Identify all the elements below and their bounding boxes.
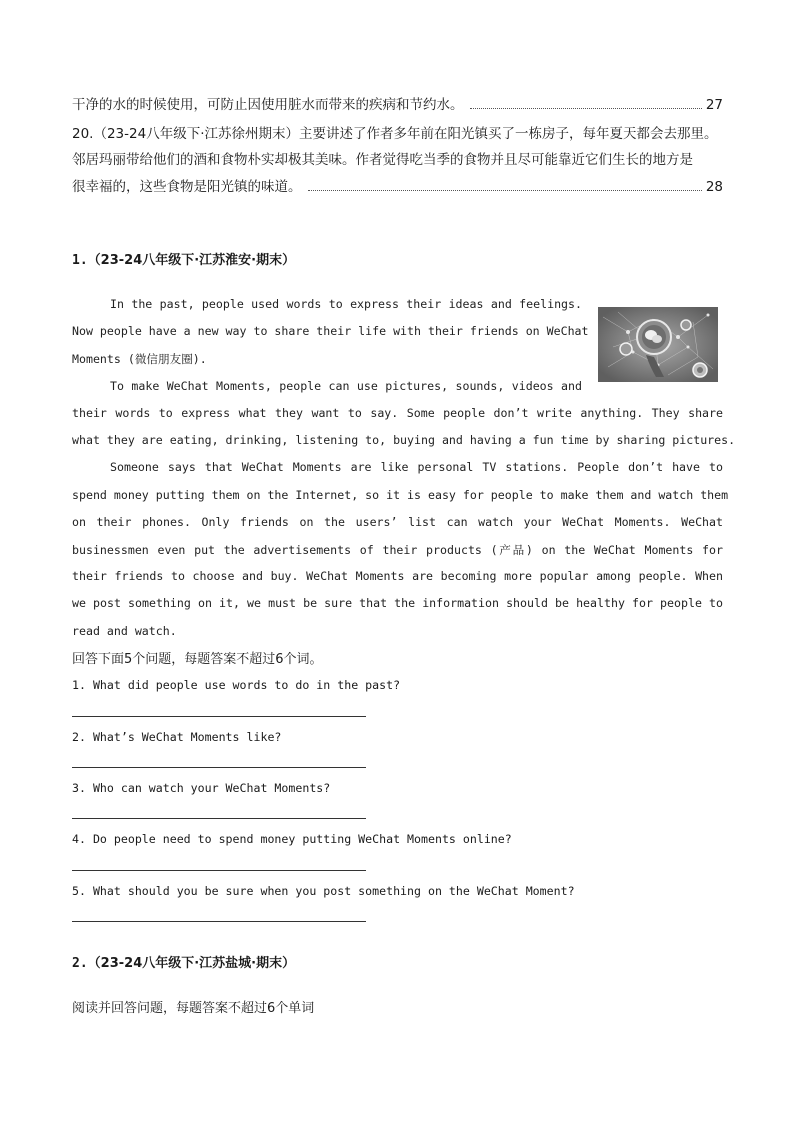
passage-line: their words to express what they want to say. Some people don’t write anything. They share xyxy=(72,406,723,420)
passage-line: read and watch. xyxy=(72,624,177,638)
passage-line: Moments (微信朋友圈). xyxy=(72,352,207,366)
toc-entry-20-line2[interactable] xyxy=(72,146,723,174)
answer-line-2[interactable] xyxy=(72,767,366,768)
sub-question-3: 3. Who can watch your WeChat Moments? xyxy=(72,781,331,795)
passage-line: spend money putting them on the Internet, so it is easy for people to make them and watch them xyxy=(72,488,729,502)
toc-entry-20-line3[interactable] xyxy=(72,173,723,201)
toc-text: 很幸福的，这些食物是阳光镇的味道。 xyxy=(72,179,302,195)
answer-line-3[interactable] xyxy=(72,818,366,819)
passage-line: In the past, people used words to express their ideas and feelings. xyxy=(110,297,582,311)
wechat-logo-icon xyxy=(598,307,718,382)
sub-question-5: 5. What should you be sure when you post something on the WeChat Moment? xyxy=(72,884,575,898)
passage-line: Now people have a new way to share their life with their friends on WeChat xyxy=(72,324,589,338)
question-number: 1. xyxy=(72,253,88,268)
passage-line: businessmen even put the advertisements of their products (产品) on the WeChat Moments for xyxy=(72,543,723,557)
question-instruction: 回答下面5个问题，每题答案不超过6个词。 xyxy=(72,652,323,667)
toc-page-number: 27 xyxy=(705,97,723,113)
passage-line: we post something on it, we must be sure that the information should be healthy for people to xyxy=(72,596,723,610)
sub-question-4: 4. Do people need to spend money putting WeChat Moments online? xyxy=(72,832,512,846)
question-source: （23-24八年级下·江苏盐城·期末） xyxy=(87,956,296,971)
toc-leader-dots xyxy=(308,190,702,191)
wechat-network-image xyxy=(598,307,718,382)
toc-text: 邻居玛丽带给他们的酒和食物朴实却极其美味。作者觉得吃当季的食物并且尽可能靠近它们生长的地方是 xyxy=(72,152,693,168)
answer-line-5[interactable] xyxy=(72,921,366,922)
passage-line: what they are eating, drinking, listening to, buying and having a fun time by sharing pictures. xyxy=(72,433,736,447)
question-2-instruction: 阅读并回答问题，每题答案不超过6个单词 xyxy=(72,1001,315,1016)
toc-leader-dots xyxy=(470,108,702,109)
toc-text: 20.（23-24八年级下·江苏徐州期末）主要讲述了作者多年前在阳光镇买了一栋房子，每年夏天都会去那里。 xyxy=(72,126,718,142)
toc-page-number: 28 xyxy=(705,179,723,195)
answer-line-1[interactable] xyxy=(72,716,366,717)
question-number: 2. xyxy=(72,956,88,971)
passage-line: on their phones. Only friends on the users’ list can watch your WeChat Moments. WeChat xyxy=(72,515,723,529)
question-source: （23-24八年级下·江苏淮安·期末） xyxy=(87,253,296,268)
passage-line: their friends to choose and buy. WeChat Moments are becoming more popular among people. When xyxy=(72,569,723,583)
sub-question-1: 1. What did people use words to do in the past? xyxy=(72,678,401,692)
toc-text: 干净的水的时候使用，可防止因使用脏水而带来的疾病和节约水。 xyxy=(72,97,464,113)
answer-line-4[interactable] xyxy=(72,870,366,871)
toc-entry-19-tail[interactable] xyxy=(72,91,723,119)
passage-line: Someone says that WeChat Moments are like personal TV stations. People don’t have to xyxy=(110,460,723,474)
passage-line: To make WeChat Moments, people can use pictures, sounds, videos and xyxy=(110,379,582,393)
toc-entry-20-line1[interactable] xyxy=(72,120,723,148)
sub-question-2: 2. What’s WeChat Moments like? xyxy=(72,730,282,744)
question-2-heading xyxy=(72,952,295,971)
question-1-heading xyxy=(72,249,295,268)
